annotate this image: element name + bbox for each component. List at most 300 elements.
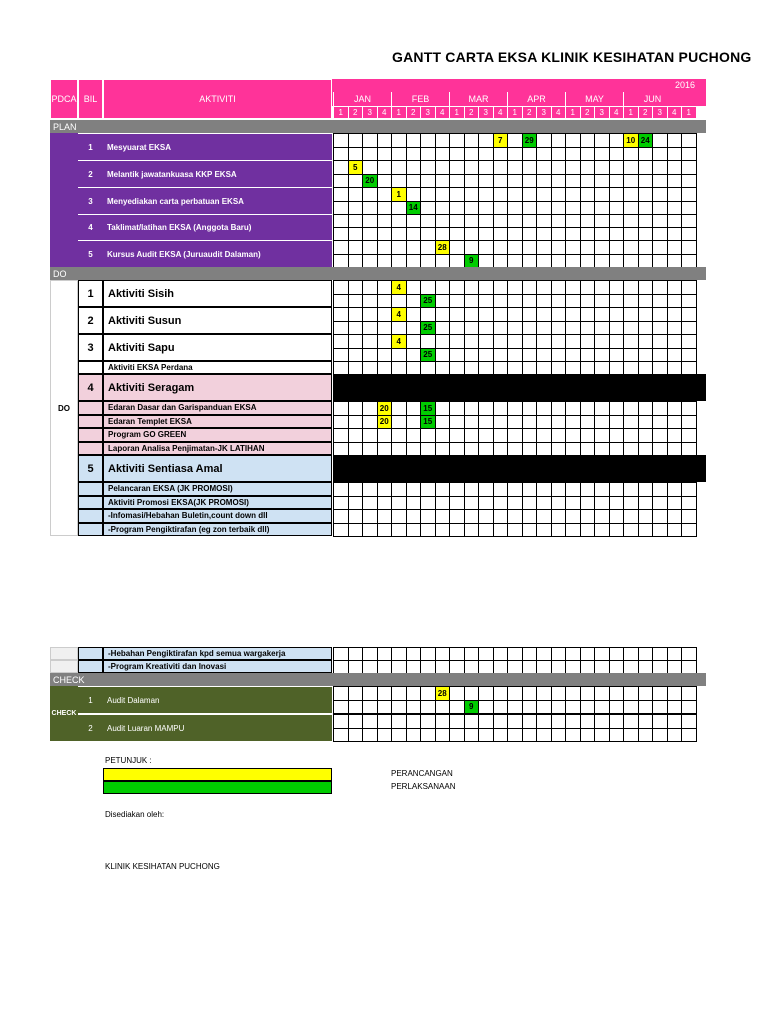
plan-row-top-cell — [667, 187, 683, 202]
legend-actual-label: PERLAKSANAAN — [391, 782, 456, 791]
plan-row-top-cell — [333, 160, 349, 175]
amal-row-cell — [493, 496, 509, 511]
do-row-bottom-cell — [493, 294, 509, 309]
amal-row-cell — [536, 482, 552, 497]
seragam-row-cell — [362, 442, 378, 457]
legend-title: PETUNJUK : — [105, 756, 152, 765]
amal-row-cell — [362, 482, 378, 497]
plan-row-top-cell — [652, 160, 668, 175]
seragam-row-cell — [551, 442, 567, 457]
seragam-row-cell — [478, 401, 494, 416]
seragam-row-cell — [406, 428, 422, 443]
check-row-top-cell — [681, 686, 697, 701]
plan-row-top-cell — [652, 240, 668, 255]
check-row-top-cell — [493, 714, 509, 729]
do-row-top-cell — [565, 334, 581, 349]
plan-row-bottom-cell — [493, 201, 509, 216]
plan-row-bottom-cell — [333, 201, 349, 216]
lower-row-cell — [609, 660, 625, 674]
seragam-row-cell — [493, 415, 509, 430]
check-row-bottom-cell — [493, 700, 509, 715]
check-row-top-cell — [594, 714, 610, 729]
lower-row-cell — [420, 647, 436, 661]
do-row-bottom-cell — [623, 294, 639, 309]
amal-row-cell — [333, 496, 349, 511]
seragam-row-cell — [652, 415, 668, 430]
check-row-bottom-cell — [333, 728, 349, 743]
plan-row-bottom-cell — [435, 147, 451, 162]
plan-row-bottom-cell — [580, 254, 596, 269]
amal-black-bar — [333, 455, 706, 482]
check-row-bottom-cell — [449, 728, 465, 743]
do-row-bottom-cell — [348, 321, 364, 336]
lower-row-cell — [362, 660, 378, 674]
lower-row-cell — [623, 660, 639, 674]
seragam-row-cell — [609, 442, 625, 457]
plan-row-bottom-cell — [536, 227, 552, 241]
do-row-top-cell — [449, 307, 465, 322]
plan-row-bottom-cell — [507, 201, 523, 216]
do-row-bottom-cell — [333, 294, 349, 309]
do-row-bottom-cell — [507, 348, 523, 363]
plan-row-top-cell — [623, 160, 639, 175]
check-row-bottom-cell — [609, 700, 625, 715]
do-row-bottom-cell — [609, 294, 625, 309]
plan-row-top-cell — [493, 240, 509, 255]
plan-row-bottom-cell — [667, 174, 683, 189]
do-row-bottom-cell — [609, 348, 625, 363]
amal-row-cell — [609, 496, 625, 511]
do-mark: 25 — [420, 294, 436, 309]
week-number: 4 — [551, 106, 567, 119]
plan-row-top-cell — [594, 133, 610, 148]
plan-row-top-cell — [507, 214, 523, 228]
seragam-row-cell — [580, 415, 596, 430]
plan-row-top-cell — [478, 133, 494, 148]
do-row-bottom-cell — [348, 294, 364, 309]
plan-row-bottom-cell — [391, 174, 407, 189]
plan-row-bottom-cell — [348, 147, 364, 162]
amal-row-cell — [536, 523, 552, 538]
plan-mark: 20 — [362, 174, 378, 189]
check-row-bottom-cell — [565, 700, 581, 715]
plan-row-top-cell — [551, 214, 567, 228]
do-row-top-cell — [348, 280, 364, 295]
plan-row-bottom-cell — [623, 147, 639, 162]
plan-row-bottom-cell — [652, 147, 668, 162]
seragam-row-cell — [377, 442, 393, 457]
check-row-bottom-cell — [478, 700, 494, 715]
amal-row-cell — [420, 496, 436, 511]
seragam-row-cell — [623, 442, 639, 457]
do-row-bottom-cell — [464, 348, 480, 363]
check-bil: 2 — [78, 714, 103, 741]
do-row-bottom-cell — [551, 294, 567, 309]
amal-row-cell — [507, 482, 523, 497]
plan-row-top-cell — [449, 240, 465, 255]
seragam-row-cell — [667, 401, 683, 416]
do-row-top-cell — [536, 280, 552, 295]
seragam-row-cell — [478, 415, 494, 430]
plan-row-bottom-cell — [652, 201, 668, 216]
plan-row-top-cell — [565, 187, 581, 202]
amal-row-cell — [681, 523, 697, 538]
lower-row-cell — [623, 647, 639, 661]
lower-pdca — [50, 647, 78, 660]
lower-bil — [78, 660, 103, 673]
do-row-bottom-cell — [362, 348, 378, 363]
plan-row-bottom-cell — [362, 227, 378, 241]
do-row-top-cell — [362, 280, 378, 295]
plan-row-top-cell — [406, 133, 422, 148]
do-row-top-cell — [594, 307, 610, 322]
amal-row-cell — [522, 523, 538, 538]
plan-row-bottom-cell — [406, 254, 422, 269]
plan-row-bottom-cell — [551, 227, 567, 241]
seragam-row-cell — [362, 401, 378, 416]
do-row-bottom-cell — [348, 348, 364, 363]
seragam-row-cell — [464, 415, 480, 430]
check-row-top-cell — [638, 714, 654, 729]
seragam-row-cell — [333, 415, 349, 430]
section-plan: PLAN — [50, 120, 706, 133]
amal-row-cell — [362, 496, 378, 511]
week-number: 2 — [522, 106, 538, 119]
do-row-top-cell — [638, 307, 654, 322]
do-row-bottom-cell — [522, 321, 538, 336]
seragam-row-cell — [565, 428, 581, 443]
seragam-row-cell — [493, 401, 509, 416]
amal-row-cell — [594, 482, 610, 497]
lower-row-cell — [507, 647, 523, 661]
week-number: 2 — [406, 106, 422, 119]
perdana-row-cell — [420, 361, 436, 375]
plan-row-top-cell — [580, 214, 596, 228]
lower-row-cell — [580, 660, 596, 674]
check-bil: 1 — [78, 686, 103, 713]
check-row-top-cell — [522, 686, 538, 701]
plan-row-top-cell — [420, 133, 436, 148]
plan-row-top-cell — [594, 240, 610, 255]
check-row-top-cell — [478, 714, 494, 729]
amal-row-cell — [536, 509, 552, 524]
perdana-row-cell — [435, 361, 451, 375]
amal-row-cell — [580, 482, 596, 497]
plan-row-top-cell — [536, 187, 552, 202]
amal-row-cell — [406, 523, 422, 538]
seragam-row-cell — [681, 442, 697, 457]
do-row-bottom-cell — [435, 294, 451, 309]
check-row-bottom-cell — [623, 700, 639, 715]
plan-row-top-cell — [594, 187, 610, 202]
check-row-top-cell — [667, 714, 683, 729]
plan-row-bottom-cell — [478, 254, 494, 269]
plan-mark: 24 — [638, 133, 654, 148]
amal-row-cell — [681, 482, 697, 497]
seragam-row-cell — [652, 442, 668, 457]
amal-row-cell — [348, 523, 364, 538]
seragam-row-cell — [391, 401, 407, 416]
do-row-bottom-cell — [464, 321, 480, 336]
lower-row-cell — [391, 647, 407, 661]
amal-row-cell — [406, 496, 422, 511]
do-row-bottom-cell — [594, 348, 610, 363]
lower-row-cell — [377, 647, 393, 661]
week-number: 4 — [377, 106, 393, 119]
amal-row-cell — [594, 496, 610, 511]
seragam-mark: 20 — [377, 401, 393, 416]
do-row-top-cell — [406, 280, 422, 295]
week-number: 4 — [435, 106, 451, 119]
seragam-row-cell — [333, 428, 349, 443]
plan-row-top-cell — [406, 240, 422, 255]
seragam-row-cell — [638, 442, 654, 457]
plan-row-bottom-cell — [435, 174, 451, 189]
week-number: 3 — [652, 106, 668, 119]
check-row-top-cell — [580, 686, 596, 701]
plan-row-top-cell — [638, 214, 654, 228]
seragam-row-cell — [522, 442, 538, 457]
check-row-top-cell — [536, 686, 552, 701]
check-row-bottom-cell — [681, 700, 697, 715]
do-row-bottom-cell — [449, 348, 465, 363]
check-mark: 9 — [464, 700, 480, 715]
seragam-row-cell — [565, 442, 581, 457]
amal-row-cell — [667, 496, 683, 511]
plan-row-top-cell — [522, 214, 538, 228]
do-row-bottom-cell — [594, 294, 610, 309]
plan-row-top-cell — [362, 240, 378, 255]
plan-row-bottom-cell — [652, 254, 668, 269]
plan-row-top-cell — [449, 214, 465, 228]
plan-row-bottom-cell — [522, 147, 538, 162]
do-row-top-cell — [623, 280, 639, 295]
lower-row-cell — [638, 647, 654, 661]
plan-row-bottom-cell — [449, 147, 465, 162]
seragam-row-cell — [435, 442, 451, 457]
amal-row-cell — [348, 509, 364, 524]
lower-row-cell — [420, 660, 436, 674]
plan-row-top-cell — [333, 240, 349, 255]
check-row-bottom-cell — [522, 728, 538, 743]
check-row-bottom-cell — [667, 700, 683, 715]
amal-row-cell — [594, 509, 610, 524]
plan-row-top-cell — [420, 214, 436, 228]
do-row-top-cell — [406, 307, 422, 322]
amal-row-cell — [391, 509, 407, 524]
check-row-top-cell — [406, 686, 422, 701]
perdana-row-cell — [464, 361, 480, 375]
seragam-row-cell — [435, 401, 451, 416]
do-row-bottom-cell — [522, 294, 538, 309]
amal-row-cell — [623, 509, 639, 524]
plan-row-top-cell — [536, 214, 552, 228]
amal-row-cell — [406, 482, 422, 497]
amal-row-cell — [536, 496, 552, 511]
check-row-top-cell — [420, 714, 436, 729]
amal-item: -Infomasi/Hebahan Buletin,count down dll — [103, 509, 332, 523]
lower-row-cell — [406, 647, 422, 661]
amal-row-cell — [333, 509, 349, 524]
check-row-bottom-cell — [377, 700, 393, 715]
plan-row-top-cell — [464, 240, 480, 255]
check-row-top-cell — [551, 686, 567, 701]
check-row-bottom-cell — [623, 728, 639, 743]
plan-mark: 7 — [493, 133, 509, 148]
do-row-bottom-cell — [565, 348, 581, 363]
perdana-row-cell — [493, 361, 509, 375]
do-row-top-cell — [420, 280, 436, 295]
seragam-row-cell — [406, 415, 422, 430]
do-row-top-cell — [681, 307, 697, 322]
seragam-row-cell — [623, 415, 639, 430]
check-row-top-cell — [348, 714, 364, 729]
perdana-row-cell — [551, 361, 567, 375]
week-number: 4 — [667, 106, 683, 119]
seragam-row-cell — [348, 428, 364, 443]
check-row-bottom-cell — [638, 700, 654, 715]
lower-row-cell — [435, 660, 451, 674]
perdana-row-cell — [333, 361, 349, 375]
amal-row-cell — [406, 509, 422, 524]
amal-row-cell — [362, 509, 378, 524]
seragam-row-cell — [638, 415, 654, 430]
do-row-top-cell — [609, 307, 625, 322]
seragam-row-cell — [348, 415, 364, 430]
do-row-bottom-cell — [362, 321, 378, 336]
plan-row-top-cell — [348, 187, 364, 202]
amal-row-cell — [551, 482, 567, 497]
amal-row-cell — [580, 496, 596, 511]
seragam-row-cell — [580, 428, 596, 443]
do-row-top-cell — [377, 280, 393, 295]
do-row-top-cell — [464, 280, 480, 295]
plan-row-top-cell — [681, 214, 697, 228]
amal-row-cell — [580, 523, 596, 538]
amal-activity: Aktiviti Sentiasa Amal — [103, 455, 332, 482]
plan-row-top-cell — [652, 133, 668, 148]
do-row-bottom-cell — [478, 321, 494, 336]
check-row-top-cell — [464, 686, 480, 701]
plan-row-bottom-cell — [464, 227, 480, 241]
plan-row-top-cell — [551, 187, 567, 202]
lower-row-cell — [449, 647, 465, 661]
plan-row-top-cell — [609, 214, 625, 228]
do-row-top-cell — [667, 334, 683, 349]
do-mark: 4 — [391, 307, 407, 322]
plan-row-bottom-cell — [362, 254, 378, 269]
do-row-bottom-cell — [391, 294, 407, 309]
do-row-top-cell — [580, 280, 596, 295]
seragam-row-cell — [536, 428, 552, 443]
plan-row-bottom-cell — [580, 147, 596, 162]
seragam-row-cell — [464, 442, 480, 457]
amal-row-cell — [420, 482, 436, 497]
prepared-by: Disediakan oleh: — [105, 810, 165, 819]
check-row-top-cell — [565, 686, 581, 701]
do-row-top-cell — [565, 280, 581, 295]
plan-row-bottom-cell — [420, 147, 436, 162]
amal-row-cell — [478, 496, 494, 511]
amal-row-cell — [420, 509, 436, 524]
plan-row-top-cell — [522, 187, 538, 202]
check-row-top-cell — [623, 714, 639, 729]
plan-row-top-cell — [623, 187, 639, 202]
plan-row-top-cell — [565, 214, 581, 228]
amal-row-cell — [420, 523, 436, 538]
plan-row-top-cell — [609, 187, 625, 202]
do-row-bottom-cell — [667, 294, 683, 309]
plan-row-top-cell — [464, 214, 480, 228]
do-row-top-cell — [464, 307, 480, 322]
amal-row-cell — [478, 509, 494, 524]
seragam-row-cell — [391, 415, 407, 430]
lower-row-cell — [493, 647, 509, 661]
plan-row-bottom-cell — [449, 174, 465, 189]
plan-row-bottom-cell — [391, 254, 407, 269]
plan-row-top-cell — [681, 187, 697, 202]
seragam-row-cell — [435, 415, 451, 430]
do-row-top-cell — [507, 280, 523, 295]
plan-row-top-cell — [681, 160, 697, 175]
lower-row-cell — [493, 660, 509, 674]
check-row-top-cell — [536, 714, 552, 729]
month-jan: JAN — [333, 92, 391, 106]
check-activity: Audit Dalaman — [103, 686, 332, 713]
lower-pdca — [50, 660, 78, 673]
lower-row-cell — [652, 660, 668, 674]
plan-row-bottom-cell — [609, 201, 625, 216]
plan-row-bottom-cell — [623, 201, 639, 216]
plan-bil: 3 — [78, 187, 103, 214]
week-number: 1 — [623, 106, 639, 119]
lower-row-cell — [681, 660, 697, 674]
do-row-top-cell — [594, 334, 610, 349]
do-activity: Aktiviti Sisih — [103, 280, 332, 307]
plan-row-top-cell — [377, 187, 393, 202]
plan-row-top-cell — [377, 160, 393, 175]
plan-row-bottom-cell — [565, 201, 581, 216]
lower-row-cell — [464, 647, 480, 661]
amal-row-cell — [565, 509, 581, 524]
do-activity: Aktiviti Susun — [103, 307, 332, 334]
seragam-item: Edaran Dasar dan Garispanduan EKSA — [103, 401, 332, 415]
check-row-top-cell — [681, 714, 697, 729]
section-do: DO — [50, 267, 706, 280]
plan-bil: 1 — [78, 133, 103, 160]
plan-row-top-cell — [652, 214, 668, 228]
check-row-top-cell — [449, 686, 465, 701]
week-number: 1 — [507, 106, 523, 119]
amal-row-cell — [638, 496, 654, 511]
amal-row-cell — [464, 523, 480, 538]
do-row-bottom-cell — [435, 348, 451, 363]
do-row-bottom-cell — [377, 348, 393, 363]
plan-row-bottom-cell — [420, 227, 436, 241]
check-row-top-cell — [362, 686, 378, 701]
amal-row-cell — [609, 509, 625, 524]
do-row-top-cell — [348, 307, 364, 322]
do-row-bottom-cell — [638, 321, 654, 336]
amal-row-cell — [507, 509, 523, 524]
lower-row-cell — [667, 647, 683, 661]
plan-row-top-cell — [362, 133, 378, 148]
amal-row-cell — [493, 509, 509, 524]
do-mark: 4 — [391, 280, 407, 295]
amal-row-cell — [348, 496, 364, 511]
lower-row-cell — [449, 660, 465, 674]
amal-row-cell — [464, 496, 480, 511]
